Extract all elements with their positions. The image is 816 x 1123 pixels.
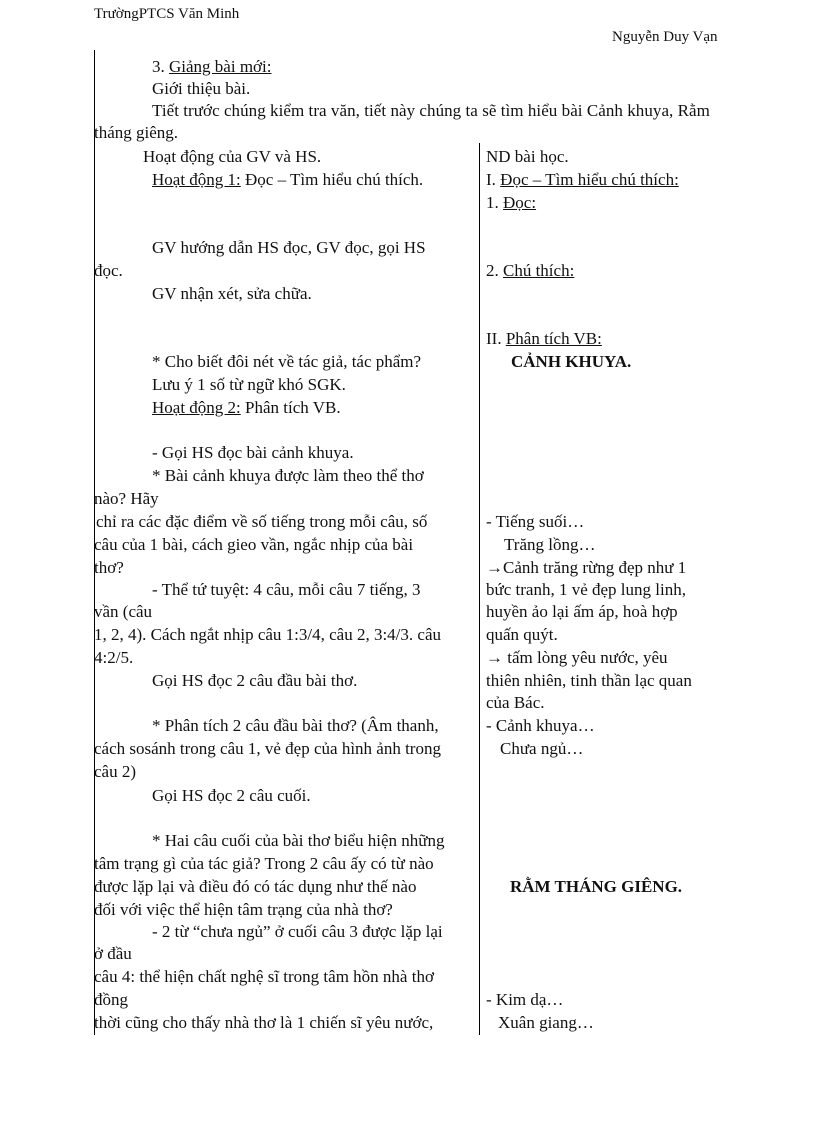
left-line: Gọi HS đọc 2 câu đầu bài thơ. <box>152 671 358 690</box>
left-line: 1, 2, 4). Cách ngắt nhịp câu 1:3/4, câu 2, 3:4/3. câu <box>94 625 441 644</box>
section-title: Giảng bài mới: <box>169 57 272 76</box>
subsection-1b-heading <box>486 261 574 281</box>
section-heading <box>152 57 271 77</box>
left-line: * Phân tích 2 câu đầu bài thơ? (Âm thanh, <box>152 716 439 735</box>
left-line: GV nhận xét, sửa chữa. <box>152 284 312 303</box>
left-line: chỉ ra các đặc điểm về số tiếng trong mỗi câu, số <box>96 512 428 531</box>
left-line: thời cũng cho thấy nhà thơ là 1 chiến sĩ yêu nước, <box>94 1013 434 1032</box>
activity-2-label: Hoạt động 2: <box>152 398 241 417</box>
intro-line-2: Tiết trước chúng kiểm tra văn, tiết này chúng ta sẽ tìm hiểu bài Cảnh khuya, Rằm <box>152 101 710 120</box>
activity-1-text: Đọc – Tìm hiểu chú thích. <box>240 170 424 189</box>
left-line: tâm trạng gì của tác giả? Trong 2 câu ấy có từ nào <box>94 854 434 873</box>
left-line: câu 2) <box>94 762 137 781</box>
right-line: → tấm lòng yêu nước, yêu <box>486 648 668 667</box>
left-line: - Gọi HS đọc bài cảnh khuya. <box>152 443 354 462</box>
subsection-1a-heading <box>486 193 536 213</box>
activity-1-heading <box>152 170 423 190</box>
section-2-number: II. <box>486 329 506 348</box>
left-line: * Bài cảnh khuya được làm theo thể thơ <box>152 466 424 485</box>
left-line: 4:2/5. <box>94 648 134 667</box>
left-line: thơ? <box>94 558 124 577</box>
intro-line-1: Giới thiệu bài. <box>152 79 251 98</box>
column-divider-line <box>479 143 480 1035</box>
right-line: thiên nhiên, tinh thần lạc quan <box>486 671 692 690</box>
school-name: TrườngPTCS Văn Minh <box>94 6 240 22</box>
poem-title-canh-khuya: CẢNH KHUYA. <box>511 352 632 371</box>
activity-1-label: Hoạt động 1: <box>152 170 241 189</box>
section-1-number: I. <box>486 170 501 189</box>
left-line: ở đầu <box>94 944 132 963</box>
left-line: - 2 từ “chưa ngủ” ở cuối câu 3 được lặp lại <box>152 922 443 941</box>
activity-2-heading <box>152 398 341 418</box>
right-line: quấn quýt. <box>486 625 558 644</box>
section-2-heading <box>486 329 602 349</box>
right-line: - Kim dạ… <box>486 990 564 1009</box>
right-line: Chưa ngủ… <box>500 739 584 758</box>
left-line: Gọi HS đọc 2 câu cuối. <box>152 786 311 805</box>
left-line: đọc. <box>94 261 123 280</box>
right-line: Xuân giang… <box>498 1013 594 1032</box>
right-line: huyền ảo lại ấm áp, hoà hợp <box>486 602 678 621</box>
left-line: * Hai câu cuối của bài thơ biểu hiện những <box>152 831 445 850</box>
right-line: Trăng lồng… <box>504 535 596 554</box>
section-2-title: Phân tích VB: <box>505 329 602 348</box>
subsection-1a-number: 1. <box>486 193 503 212</box>
left-line: GV hướng dẫn HS đọc, GV đọc, gọi HS <box>152 238 426 257</box>
subsection-1b-number: 2. <box>486 261 503 280</box>
right-line: - Tiếng suối… <box>486 512 585 531</box>
left-line: - Thể tứ tuyệt: 4 câu, mỗi câu 7 tiếng, 3 <box>152 580 421 599</box>
left-line: vần (câu <box>94 602 153 621</box>
left-line: * Cho biết đôi nét về tác giả, tác phẩm? <box>152 352 422 371</box>
intro-line-3: tháng giêng. <box>94 123 179 142</box>
right-line: của Bác. <box>486 693 545 712</box>
left-line: nào? Hãy <box>94 489 159 508</box>
poem-title-ram-thang-gieng: RẰM THÁNG GIÊNG. <box>510 877 683 896</box>
right-line: - Cảnh khuya… <box>486 716 595 735</box>
left-line: cách sosánh trong câu 1, vẻ đẹp của hình ảnh trong <box>94 739 441 758</box>
right-column-header: ND bài học. <box>486 147 569 166</box>
subsection-1b-title: Chú thích: <box>503 261 575 280</box>
left-line: đồng <box>94 990 128 1009</box>
right-line: →Cảnh trăng rừng đẹp như 1 <box>486 558 687 577</box>
section-number: 3. <box>152 57 165 76</box>
left-column-header: Hoạt động của GV và HS. <box>143 147 322 166</box>
section-1-heading <box>486 170 679 190</box>
left-line: được lặp lại và điều đó có tác dụng như thế nào <box>94 877 417 896</box>
left-line: câu 4: thể hiện chất nghệ sĩ trong tâm hồn nhà thơ <box>94 967 434 986</box>
subsection-1a-title: Đọc: <box>503 193 537 212</box>
section-1-title: Đọc – Tìm hiểu chú thích: <box>500 170 679 189</box>
teacher-name: Nguyễn Duy Vạn <box>612 29 718 45</box>
left-line: câu của 1 bài, cách gieo vần, ngắc nhịp của bài <box>94 535 414 554</box>
right-line: bức tranh, 1 vẻ đẹp lung linh, <box>486 580 686 599</box>
activity-2-text: Phân tích VB. <box>240 398 341 417</box>
left-line: đối với việc thể hiện tâm trạng của nhà thơ? <box>94 900 393 919</box>
left-line: Lưu ý 1 số từ ngữ khó SGK. <box>152 375 346 394</box>
